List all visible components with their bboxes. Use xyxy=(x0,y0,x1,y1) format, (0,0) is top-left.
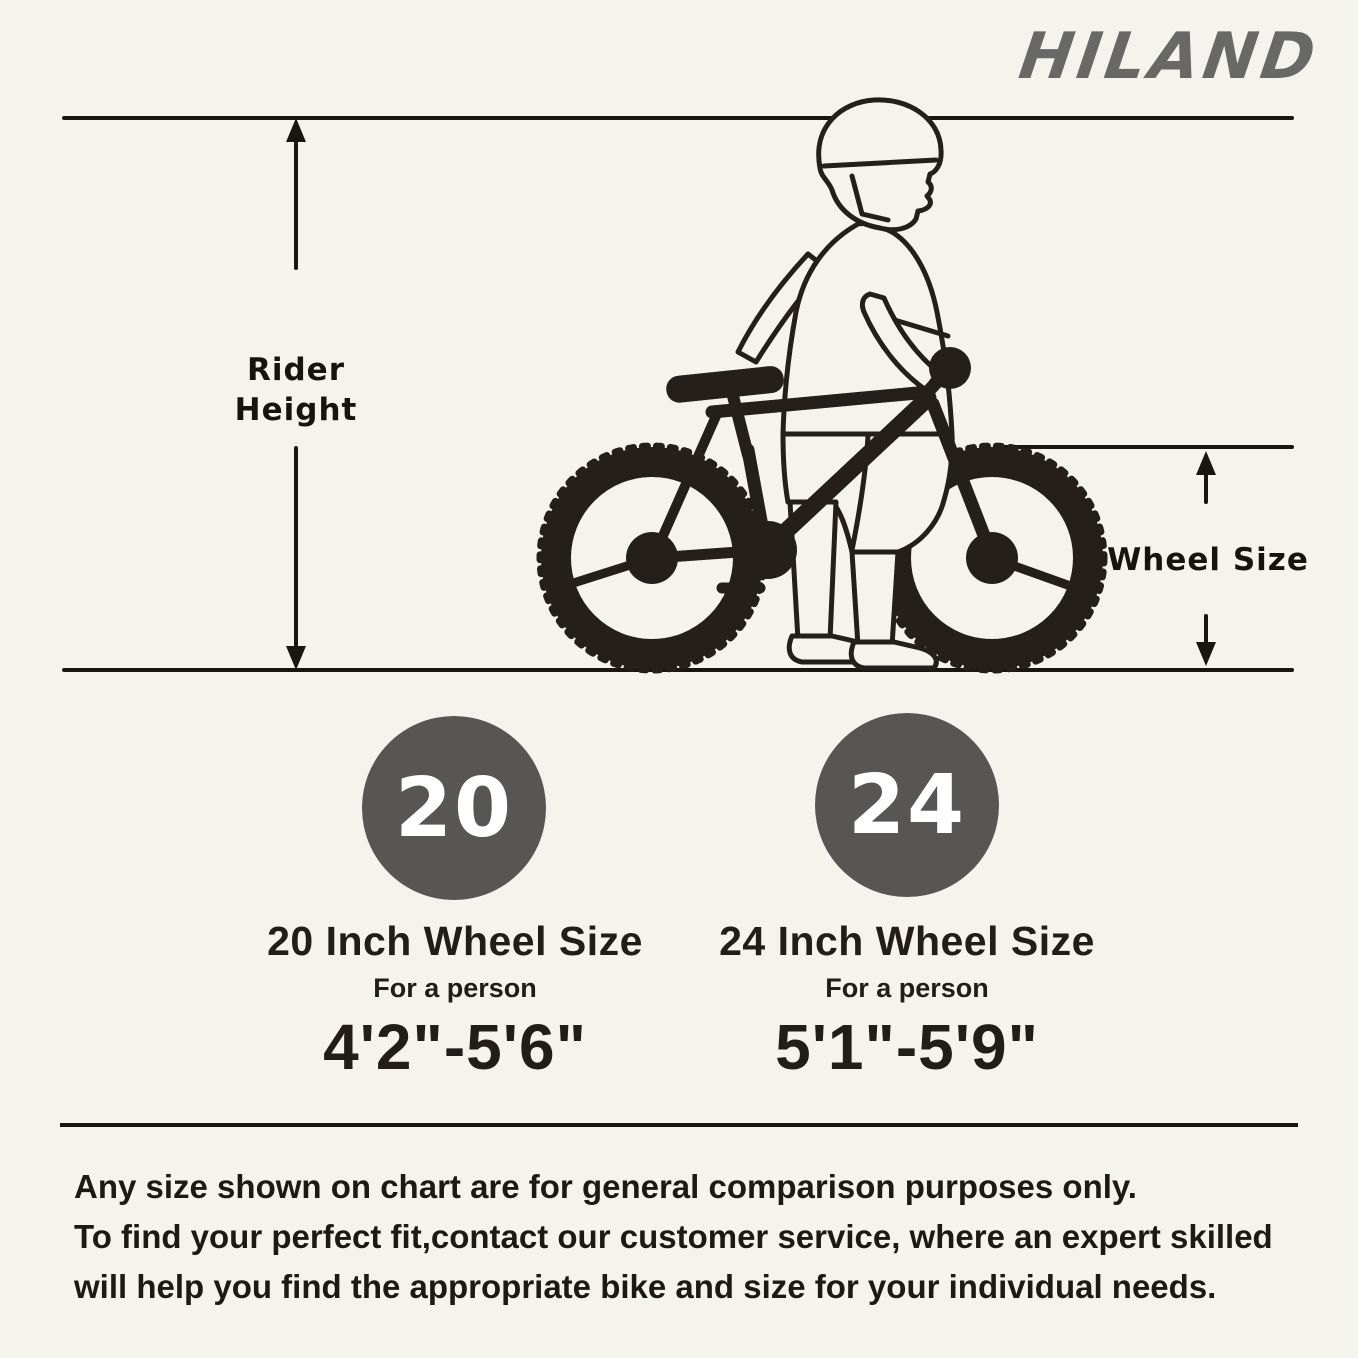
badge-20-inch xyxy=(362,716,546,900)
disclaimer-line3: will help you find the appropriate bike and size for your individual needs. xyxy=(74,1268,1217,1305)
option-20-range: 4'2"-5'6" xyxy=(323,1011,587,1083)
option-24-range: 5'1"-5'9" xyxy=(775,1011,1039,1083)
option-20-caption xyxy=(240,918,670,1084)
rider-height-label-line1: Rider xyxy=(247,352,345,388)
rider-height-label-line2: Height xyxy=(234,392,358,428)
option-20-title: 20 Inch Wheel Size xyxy=(267,918,643,964)
option-24-title: 24 Inch Wheel Size xyxy=(719,918,1095,964)
option-24-subtitle: For a person xyxy=(825,973,989,1003)
divider-line xyxy=(60,1123,1298,1127)
disclaimer-text xyxy=(74,1162,1314,1312)
badge-24-label: 24 xyxy=(847,757,967,853)
option-20-subtitle: For a person xyxy=(373,973,537,1003)
badge-24-inch xyxy=(815,713,999,897)
badge-20-label: 20 xyxy=(394,760,514,856)
disclaimer-line1: Any size shown on chart are for general comparison purposes only. xyxy=(74,1168,1137,1205)
wheel-size-label: Wheel Size xyxy=(1107,542,1309,578)
brand-logo: HILAND xyxy=(1014,20,1324,94)
disclaimer-line2: To find your perfect fit,contact our customer service, where an expert skilled xyxy=(74,1218,1273,1255)
option-24-caption xyxy=(692,918,1122,1084)
